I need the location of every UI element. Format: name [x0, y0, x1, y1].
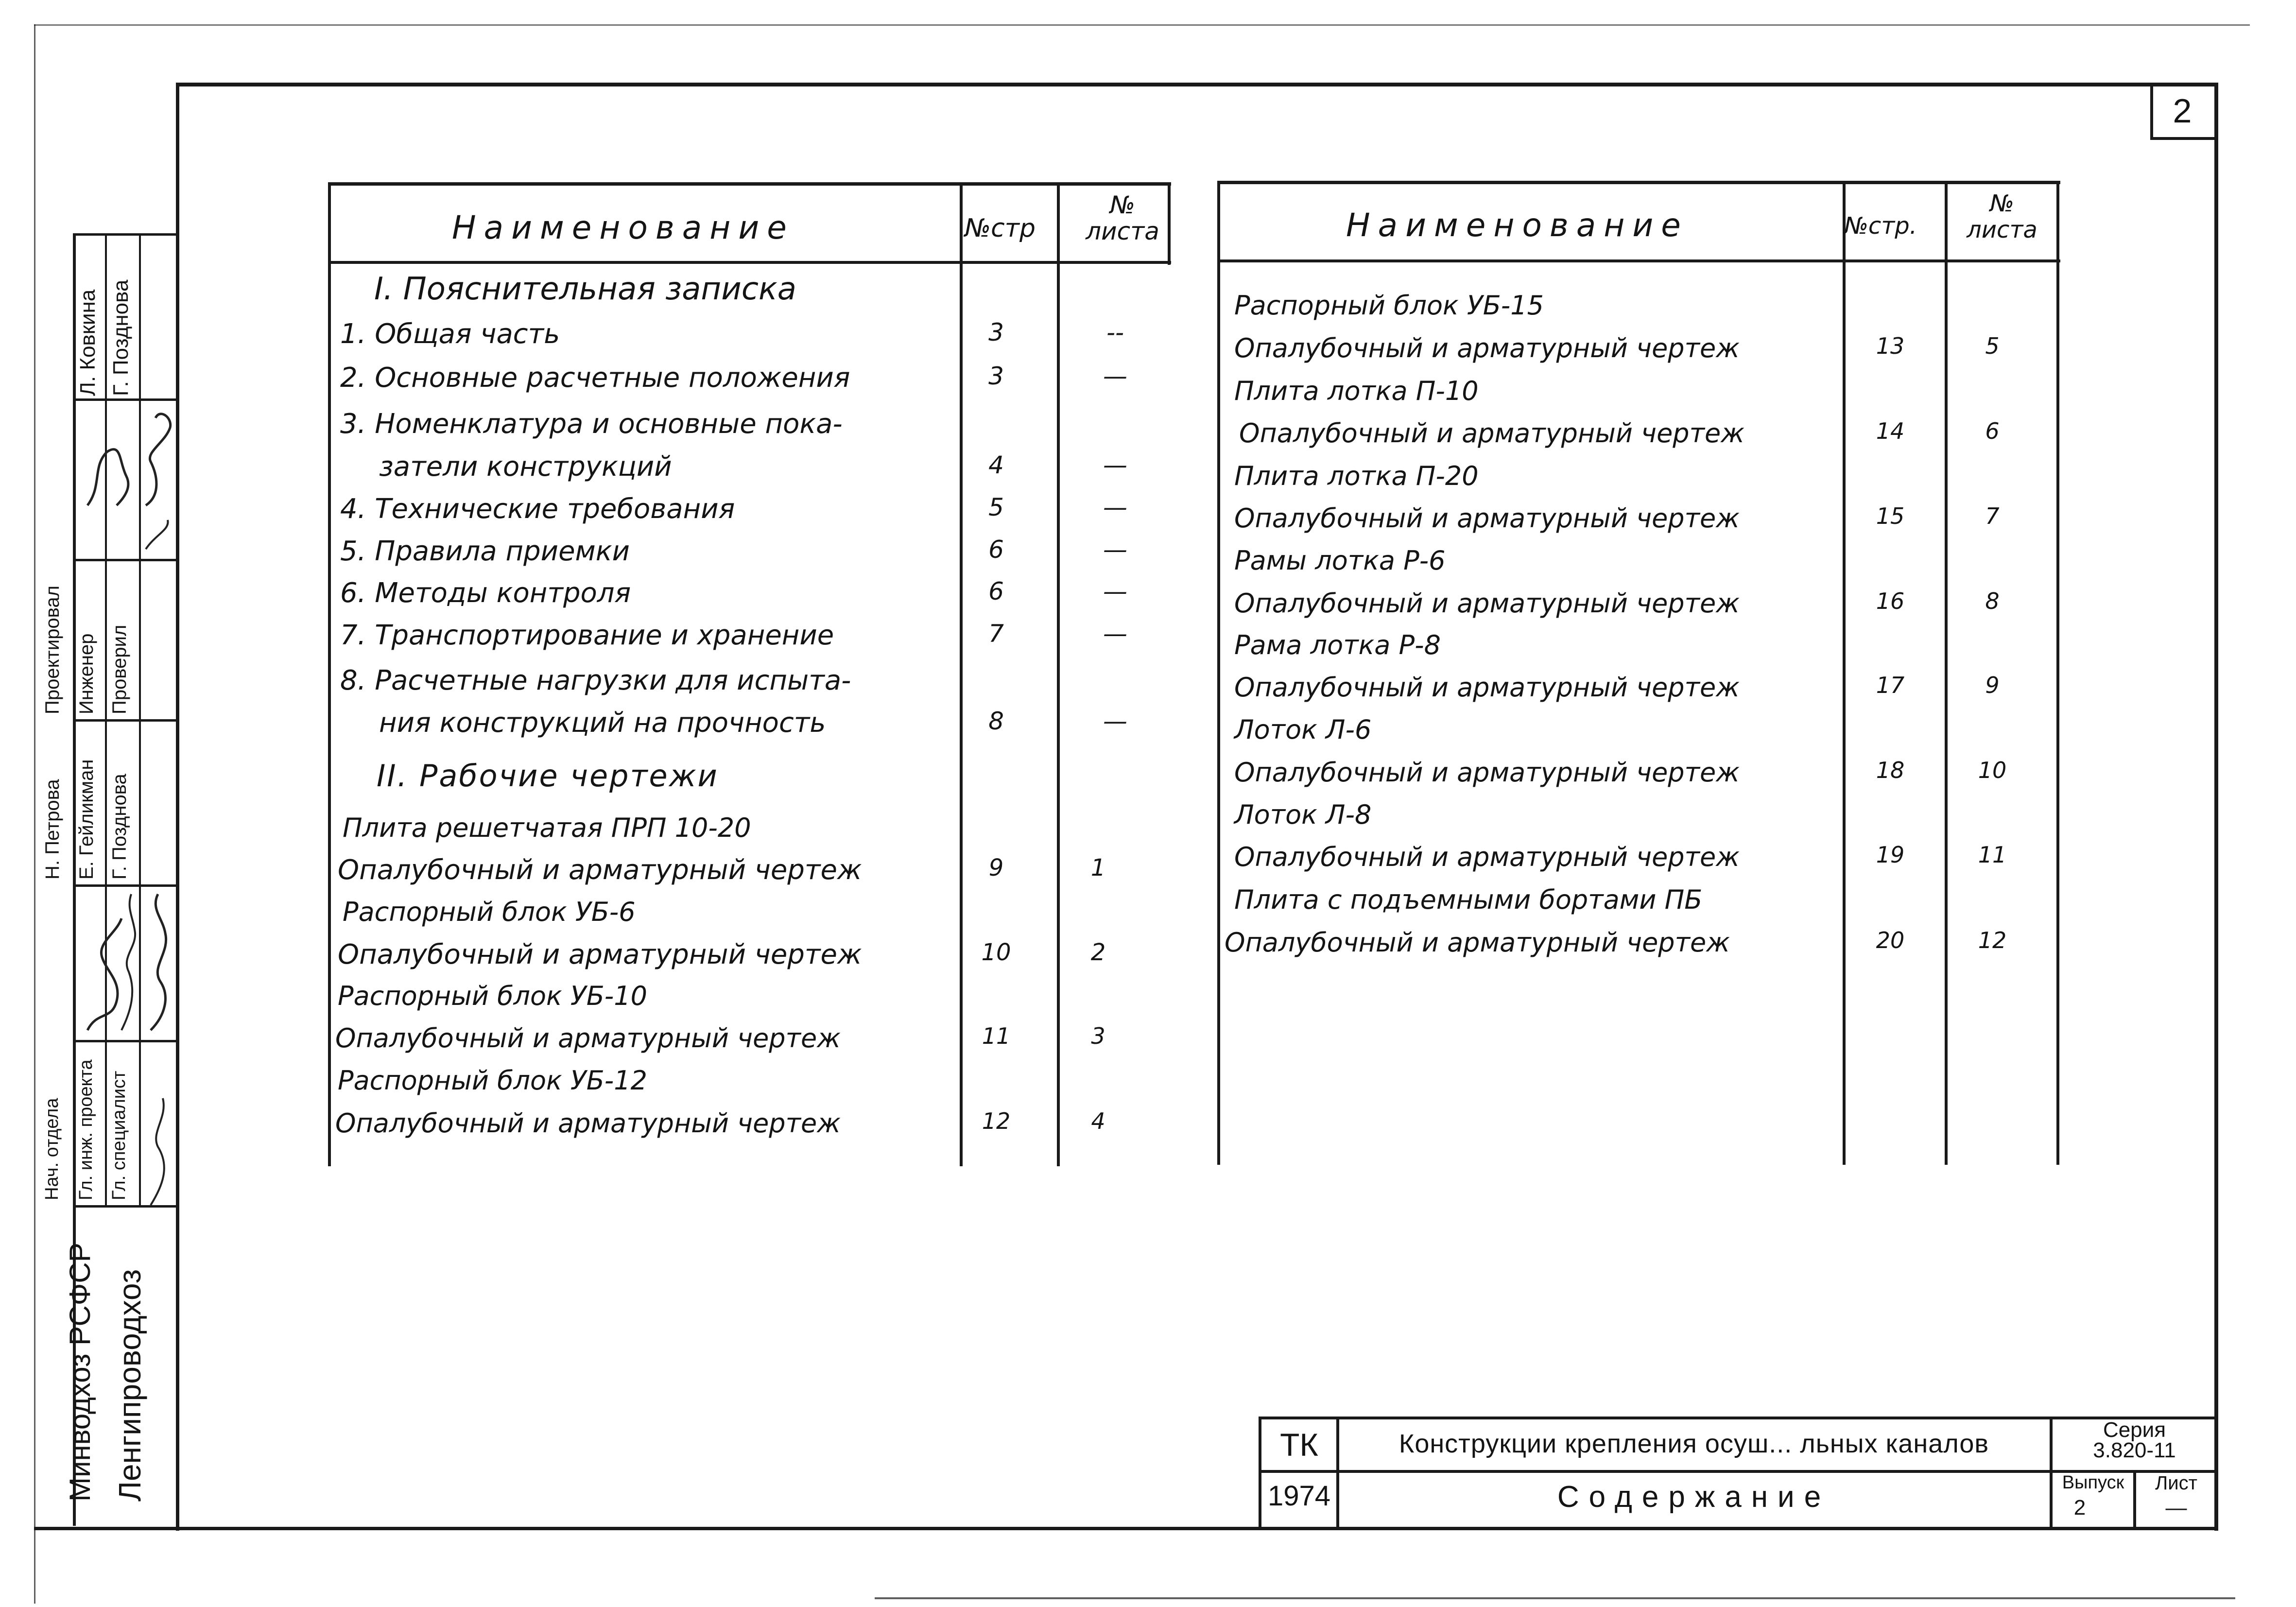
- title-code: ТК: [1280, 1427, 1318, 1463]
- right-row-name: Лоток Л-8: [1234, 799, 1372, 830]
- left-row-sheet: —: [1103, 620, 1127, 648]
- left-drawing-row-page: 9: [988, 854, 1004, 881]
- left-header-page: №стр: [965, 214, 1036, 243]
- right-row-sheet: 6: [1985, 418, 2000, 444]
- left-section1-title: I. Пояснительная записка: [374, 271, 796, 307]
- left-header-sheet: № листа: [1086, 191, 1159, 245]
- left-row-page: 3: [988, 318, 1004, 346]
- right-row-page: 18: [1876, 757, 1905, 783]
- right-row-name: Опалубочный и арматурный чертеж: [1234, 503, 1740, 534]
- page-edge-bottom: [875, 1597, 2235, 1599]
- right-row-name: Плита лотка П-20: [1234, 461, 1479, 491]
- left-row-name: ния конструкций на прочность: [379, 707, 826, 739]
- right-row-name: Опалубочный и арматурный чертеж: [1225, 927, 1730, 958]
- left-drawing-row-page: 12: [982, 1108, 1011, 1134]
- sheet-number: 2: [2173, 92, 2192, 130]
- stamp-role-proektiroval: Проектировал: [42, 586, 63, 714]
- left-header-name: Наименование: [452, 209, 794, 246]
- stamp-role-gl-inzh: Гл. инж. проекта: [76, 1059, 96, 1200]
- left-drawing-row-sheet: 2: [1090, 939, 1106, 966]
- right-row-sheet: 8: [1985, 588, 2000, 614]
- right-row-name: Лоток Л-6: [1234, 714, 1372, 745]
- right-row-name: Рамы лотка Р-6: [1234, 545, 1446, 576]
- right-row-name: Плита лотка П-10: [1234, 376, 1479, 406]
- stamp-org-line1: Минводхоз РСФСР: [64, 1243, 96, 1502]
- left-row-name: 4. Технические требования: [340, 493, 735, 525]
- stamp-name-petrova: Н. Петрова: [42, 779, 63, 880]
- right-row-page: 15: [1876, 503, 1905, 529]
- title-series-label: Серия: [2103, 1418, 2166, 1442]
- signatures: [73, 233, 176, 1205]
- right-row-name: Плита с подъемными бортами ПБ: [1234, 884, 1703, 915]
- right-row-name: Опалубочный и арматурный чертеж: [1234, 672, 1740, 703]
- stamp-role-proveril: Проверил: [109, 624, 130, 714]
- left-drawing-row-page: 11: [982, 1023, 1011, 1049]
- stamp-org-line2: Ленгипроводхоз: [112, 1269, 147, 1502]
- title-document: Содержание: [1557, 1480, 1831, 1514]
- left-row-sheet: —: [1103, 451, 1127, 479]
- left-row-sheet: —: [1103, 577, 1127, 605]
- right-row-page: 14: [1876, 418, 1905, 444]
- right-row-sheet: 10: [1978, 757, 2007, 783]
- title-issue-label: Выпуск: [2062, 1472, 2124, 1493]
- stamp-name-pozdnova-1: Г. Позднова: [109, 279, 133, 396]
- left-row-sheet: --: [1106, 318, 1124, 346]
- left-row-page: 4: [988, 451, 1004, 479]
- left-drawing-row-sheet: 1: [1090, 854, 1106, 881]
- left-row-name: 3. Номенклатура и основные пока-: [340, 408, 843, 440]
- left-row-sheet: —: [1103, 536, 1127, 564]
- left-row-page: 3: [988, 362, 1004, 390]
- right-row-sheet: 12: [1978, 927, 2007, 953]
- left-drawing-row-name: Опалубочный и арматурный чертеж: [338, 939, 862, 970]
- left-row-name: затели конструкций: [379, 451, 672, 483]
- left-drawing-row-sheet: 4: [1091, 1108, 1105, 1134]
- right-row-sheet: 9: [1985, 672, 2000, 698]
- left-drawing-row-name: Распорный блок УБ-6: [343, 897, 636, 927]
- left-row-page: 6: [988, 577, 1004, 605]
- stamp-name-geilikman: Е. Гейликман: [76, 759, 97, 880]
- right-row-name: Опалубочный и арматурный чертеж: [1234, 588, 1740, 619]
- right-row-name: Опалубочный и арматурный чертеж: [1234, 757, 1740, 788]
- left-section2-title: II. Рабочие чертежи: [377, 758, 719, 794]
- left-row-name: 1. Общая часть: [340, 318, 560, 350]
- title-sheet-label: Лист: [2155, 1472, 2197, 1494]
- title-issue-value: 2: [2073, 1496, 2086, 1520]
- left-drawing-row-name: Опалубочный и арматурный чертеж: [335, 1023, 841, 1054]
- frame-top: [177, 83, 2218, 86]
- stamp-name-kovkina: Л. Ковкина: [76, 289, 100, 396]
- right-row-name: Опалубочный и арматурный чертеж: [1234, 842, 1740, 872]
- left-row-name: 2. Основные расчетные положения: [340, 362, 850, 394]
- title-sheet-value: —: [2165, 1496, 2187, 1520]
- right-row-name: Распорный блок УБ-15: [1234, 290, 1544, 321]
- right-row-sheet: 5: [1985, 333, 2000, 359]
- left-row-name: 6. Методы контроля: [340, 577, 631, 609]
- right-row-page: 13: [1876, 333, 1905, 359]
- left-drawing-row-name: Распорный блок УБ-12: [338, 1065, 647, 1096]
- left-row-name: 5. Правила приемки: [340, 536, 630, 567]
- stamp-name-pozdnova-2: Г. Позднова: [109, 774, 130, 880]
- right-row-page: 16: [1876, 588, 1905, 614]
- left-row-page: 8: [988, 707, 1004, 735]
- left-row-page: 6: [988, 536, 1004, 564]
- title-series-value: 3.820-11: [2093, 1438, 2176, 1462]
- page-edge-top: [34, 24, 2250, 26]
- left-drawing-row-sheet: 3: [1091, 1023, 1105, 1049]
- stamp-role-inzhener: Инженер: [76, 633, 97, 714]
- frame-right: [2214, 83, 2218, 1531]
- left-row-page: 7: [988, 620, 1004, 648]
- frame-left: [176, 83, 179, 1531]
- stamp-role-gl-spec: Гл. специалист: [109, 1071, 129, 1200]
- left-row-sheet: —: [1103, 707, 1127, 735]
- right-row-page: 20: [1876, 927, 1905, 953]
- title-year: 1974: [1267, 1480, 1331, 1512]
- page-edge-left: [34, 24, 35, 1604]
- left-drawing-row-page: 10: [981, 939, 1011, 966]
- left-drawing-row-name: Плита решетчатая ПРП 10-20: [343, 812, 751, 843]
- left-row-page: 5: [988, 493, 1004, 521]
- title-project: Конструкции крепления осуш... льных каналов: [1398, 1429, 1989, 1458]
- left-row-name: 7. Транспортирование и хранение: [340, 620, 834, 651]
- right-row-name: Опалубочный и арматурный чертеж: [1234, 333, 1740, 363]
- right-row-name: Опалубочный и арматурный чертеж: [1239, 418, 1744, 449]
- right-row-page: 19: [1876, 842, 1905, 868]
- right-header-sheet: № листа: [1967, 190, 2037, 243]
- right-row-name: Рама лотка Р-8: [1234, 630, 1441, 660]
- left-drawing-row-name: Опалубочный и арматурный чертеж: [335, 1108, 841, 1139]
- left-drawing-row-name: Опалубочный и арматурный чертеж: [338, 854, 862, 886]
- right-row-sheet: 7: [1985, 503, 2000, 529]
- right-header-name: Наименование: [1346, 207, 1689, 244]
- stamp-role-nach-otdela: Нач. отдела: [42, 1098, 62, 1200]
- left-row-sheet: —: [1103, 493, 1127, 521]
- left-row-sheet: —: [1103, 362, 1127, 390]
- left-row-name: 8. Расчетные нагрузки для испыта-: [340, 665, 851, 696]
- right-row-sheet: 11: [1978, 842, 2007, 868]
- right-row-page: 17: [1876, 672, 1905, 698]
- left-drawing-row-name: Распорный блок УБ-10: [338, 981, 647, 1011]
- right-header-page: №стр.: [1844, 212, 1917, 240]
